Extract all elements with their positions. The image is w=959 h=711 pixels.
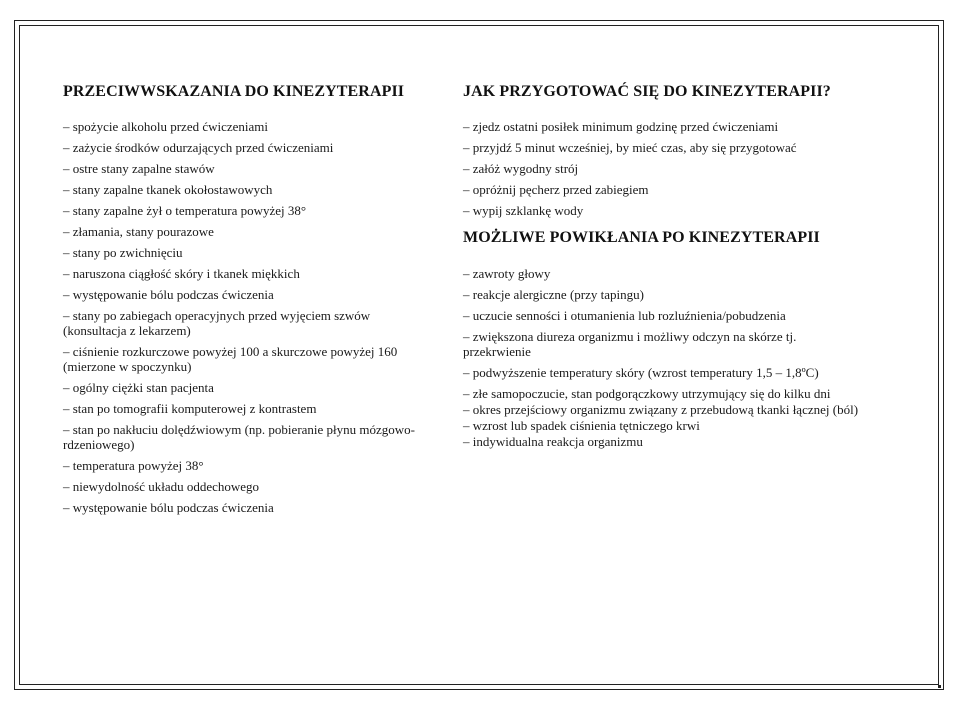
list-item: – wzrost lub spadek ciśnienia tętniczego krwi xyxy=(463,418,700,433)
list-item: – indywidualna reakcja organizmu xyxy=(463,434,643,449)
list-item: – wypij szklankę wody xyxy=(463,203,584,218)
list-item: – temperatura powyżej 38° xyxy=(63,458,204,473)
contraindications-heading: PRZECIWWSKAZANIA DO KINEZYTERAPII xyxy=(63,83,405,100)
list-item: – załóż wygodny strój xyxy=(463,161,579,176)
list-item: – stany po zabiegach operacyjnych przed wyjęciem szwów (konsultacja z lekarzem) xyxy=(63,308,371,338)
list-item: – zawroty głowy xyxy=(463,266,551,281)
list-item: – zjedz ostatni posiłek minimum godzinę przed ćwiczeniami xyxy=(463,119,779,134)
corner-mark xyxy=(938,685,941,688)
preparation-heading: JAK PRZYGOTOWAĆ SIĘ DO KINEZYTERAPII? xyxy=(463,83,831,100)
list-item: – stany zapalne żył o temperatura powyżej 38° xyxy=(63,203,307,218)
list-item: – występowanie bólu podczas ćwiczenia xyxy=(63,287,274,302)
list-item: – stany zapalne tkanek okołostawowych xyxy=(63,182,273,197)
list-item: – niewydolność układu oddechowego xyxy=(63,479,260,494)
list-item: – zażycie środków odurzających przed ćwiczeniami xyxy=(63,140,334,155)
complications-list xyxy=(463,266,863,449)
list-item: – ostre stany zapalne stawów xyxy=(63,161,215,176)
list-item: – reakcje alergiczne (przy tapingu) xyxy=(463,287,644,302)
list-item: – ciśnienie rozkurczowe powyżej 100 a skurczowe powyżej 160 (mierzone w spoczynku) xyxy=(63,344,398,374)
list-item: – uczucie senności i otumanienia lub rozluźnienia/pobudzenia xyxy=(463,308,786,323)
preparation-list xyxy=(463,119,863,218)
list-item: – stan po nakłuciu dolędźwiowym (np. pobieranie płynu mózgowo-rdzeniowego) xyxy=(63,422,416,452)
list-item: – przyjdź 5 minut wcześniej, by mieć czas, aby się przygotować xyxy=(463,140,797,155)
list-item: – stany po zwichnięciu xyxy=(63,245,183,260)
list-item: – naruszona ciągłość skóry i tkanek miękkich xyxy=(63,266,300,281)
list-item: – złe samopoczucie, stan podgorączkowy utrzymujący się do kilku dni xyxy=(463,386,831,401)
right-column xyxy=(463,83,863,450)
contraindications-list xyxy=(63,119,418,515)
list-item: – ogólny ciężki stan pacjenta xyxy=(63,380,214,395)
list-item: – opróżnij pęcherz przed zabiegiem xyxy=(463,182,649,197)
contraindications-section xyxy=(63,83,418,521)
list-item: – złamania, stany pourazowe xyxy=(63,224,214,239)
complications-heading: MOŻLIWE POWIKŁANIA PO KINEZYTERAPII xyxy=(463,229,820,246)
list-item: – spożycie alkoholu przed ćwiczeniami xyxy=(63,119,269,134)
list-item: – występowanie bólu podczas ćwiczenia xyxy=(63,500,274,515)
list-item: – okres przejściowy organizmu związany z przebudową tkanki łącznej (ból) xyxy=(463,402,859,417)
list-item: – zwiększona diureza organizmu i możliwy odczyn na skórze tj. przekrwienie xyxy=(463,329,797,359)
list-item: – podwyższenie temperatury skóry (wzrost temperatury 1,5 – 1,8ºC) xyxy=(463,365,819,380)
list-item: – stan po tomografii komputerowej z kontrastem xyxy=(63,401,317,416)
